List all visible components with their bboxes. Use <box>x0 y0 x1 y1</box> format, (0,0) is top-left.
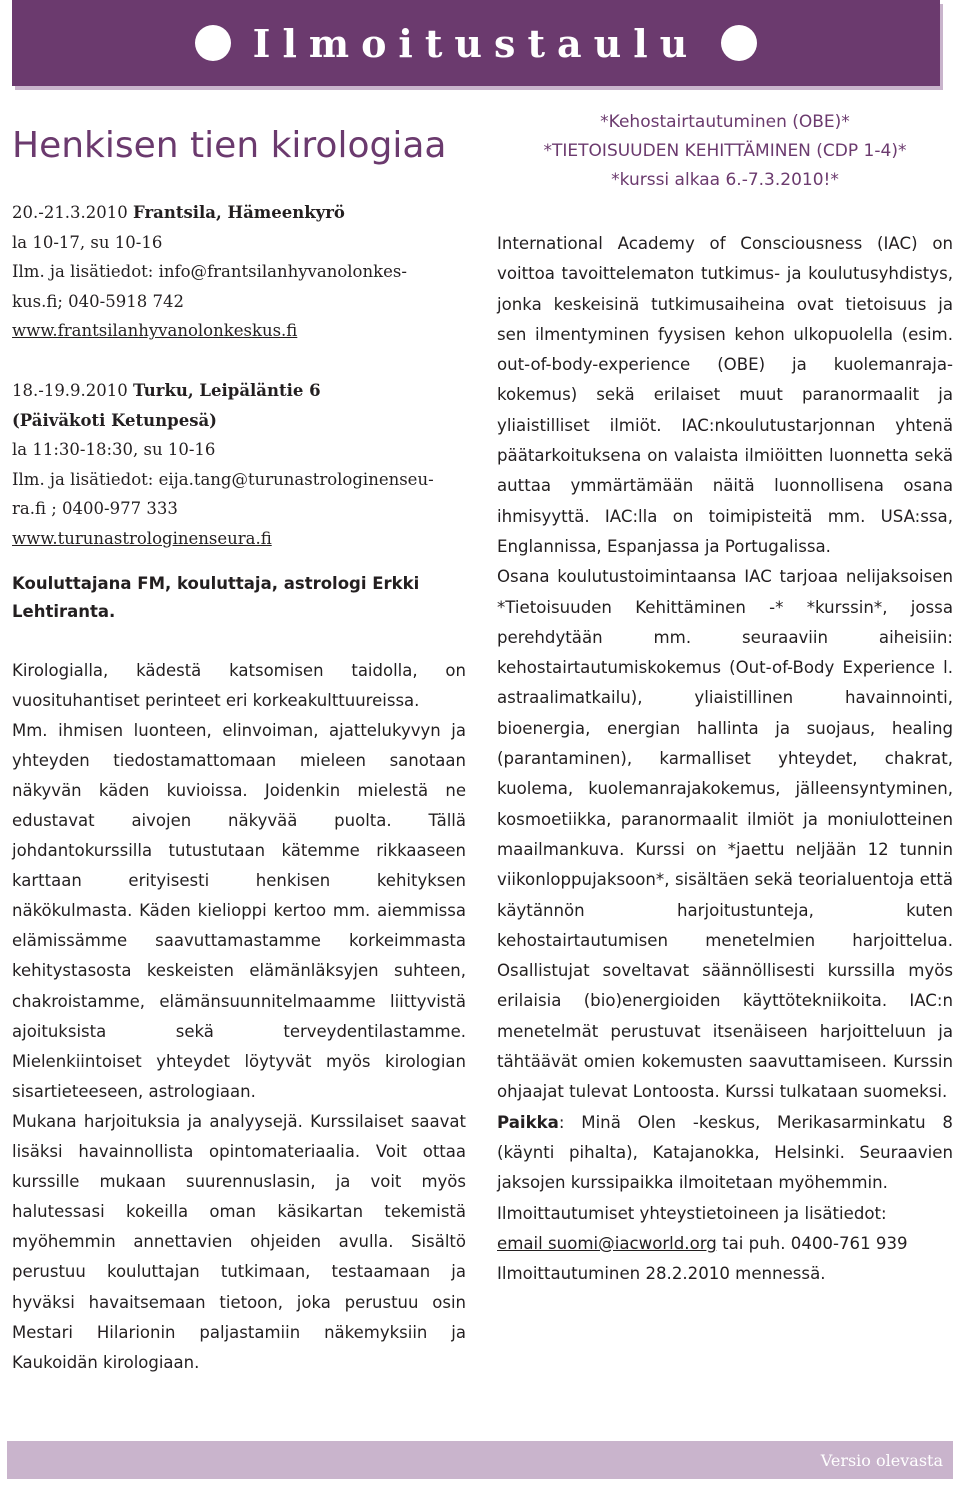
trainer-info: Kouluttajana FM, kouluttaja, astrologi Erkki Lehtiranta. <box>12 573 420 621</box>
place-label: Paikka <box>497 1112 559 1132</box>
course-heading <box>497 108 953 195</box>
place-paragraph <box>497 1108 953 1199</box>
event-2-place: Turku, Leipäläntie 6 <box>133 380 321 400</box>
event-1 <box>12 198 466 346</box>
bullet-dot-icon <box>721 25 757 61</box>
footer-bar <box>7 1441 953 1479</box>
article-title: Henkisen tien kirologiaa <box>12 125 447 166</box>
event-2-venue: (Päiväkoti Ketunpesä) <box>12 410 217 430</box>
registration-contact <box>497 1229 953 1259</box>
left-column <box>12 124 466 1378</box>
body-paragraph: Mukana harjoituksia ja analyysejä. Kurssilaiset saavat lisäksi havainnollista opintomateriaalia. Voit ottaa kurssille mukaan suurennuslasin, ja voit myös halutessasi kokeilla oman käsikartan tekemistä myöhemmin annettavien ohjeiden avulla. Sisältö perustuu kouluttajan tutkimaan, testaamaan ja hyväksi havaitsemaan tietoon, joka perustuu osin Mestari Hilarionin paljastamiin näkemyksiin ja Kaukoidän kirologiaan. <box>12 1111 466 1372</box>
event-2-website-link[interactable]: www.turunastrologinenseura.fi <box>12 528 272 548</box>
course-heading-line: *kurssi alkaa 6.-7.3.2010!* <box>611 170 839 190</box>
place-text: : Minä Olen -keskus, Merikasarminkatu 8 (käynti pihalta), Katajanokka, Helsinki. Seuraavien jaksojen kurssipaikka ilmoitetaan myöhemmin. <box>497 1112 953 1193</box>
event-1-times: la 10-17, su 10-16 <box>12 232 163 252</box>
bullet-dot-icon <box>195 25 231 61</box>
event-2-contact: Ilm. ja lisätiedot: eija.tang@turunastrologinenseu- <box>12 469 434 489</box>
course-heading-line: *TIETOISUUDEN KEHITTÄMINEN (CDP 1-4)* <box>543 141 907 161</box>
body-paragraph: Mm. ihmisen luonteen, elinvoiman, ajattelukyvyn ja yhteyden tiedostamattomaan mieleen sanotaan näkyvän käden kuvioissa. Joidenkin mielestä ne edustavat aivojen näkyvää puolta. Tällä johdantokurssilla tutustutaan kätemme rikkaaseen karttaan erityisesti henkisen kehityksen näkökulmasta. Käden kielioppi kertoo mm. aiemmissa elämissämme saavuttamastamme korkeimmasta kehitystasosta keskeisten elämänläksyjen suhteen, chakroistamme, elämänsuunnitelmaamme liittyvistä ajoituksista sekä terveydentilastamme. Mielenkiintoiset yhteydet löytyvät myös kirologian sisartieteeseen, astrologiaan. <box>12 720 466 1101</box>
header-bar <box>12 0 940 86</box>
registration-info: Ilmoittautumiset yhteystietoineen ja lisätiedot: <box>497 1203 887 1223</box>
event-2-contact-cont: ra.fi ; 0400-977 333 <box>12 499 178 519</box>
event-1-place: Frantsila, Hämeenkyrö <box>133 203 345 222</box>
event-1-contact: Ilm. ja lisätiedot: info@frantsilanhyvanolonkes- <box>12 262 407 282</box>
event-2-times: la 11:30-18:30, su 10-16 <box>12 440 216 460</box>
phone-text: tai puh. 0400-761 939 <box>716 1233 908 1253</box>
email-link[interactable]: email suomi@iacworld.org <box>497 1233 717 1253</box>
version-link[interactable]: Versio olevasta <box>820 1450 943 1470</box>
page-title: Ilmoitustaulu <box>252 20 700 66</box>
registration-deadline: Ilmoittautuminen 28.2.2010 mennessä. <box>497 1264 826 1284</box>
right-column <box>497 108 953 1289</box>
body-paragraph: Osana koulutustoimintaansa IAC tarjoaa nelijaksoisen *Tietoisuuden Kehittäminen -* *kurssin*, jossa perehdytään mm. seuraaviin aiheisiin: kehostairtautumiskokemus (Out-of-Body Experience l. astraalimatkailu), yliaistillinen havainnointi, bioenergia, energian hallinta ja suojaus, healing (parantaminen), karmalliset yhteydet, chakrat, kuolema, kuolemanrajakokemus, jälleensyntyminen, kosmoetiikka, paranormaalit ilmiöt ja moniulotteinen maailmankuva. Kurssi on *jaettu neljään 12 tunnin viikonloppujaksoon*, sisältäen sekä teorialuentoja että käytännön harjoitustunteja, kuten kehostairtautumisen menetelmien harjoittelua. Osallistujat soveltavat säännöllisesti kurssilla myös erilaisia (bio)energioiden käyttötekniikoita. IAC:n menetelmät perustuvat itsenäiseen harjoitteluun ja tähtäävät omien kokemusten saavuttamiseen. Kurssin ohjaajat tulevat Lontoosta. Kurssi tulkataan suomeksi. <box>497 567 953 1102</box>
event-1-website-link[interactable]: www.frantsilanhyvanolonkeskus.fi <box>12 321 298 341</box>
body-paragraph: International Academy of Consciousness (IAC) on voittoa tavoittelematon tutkimus- ja koulutusyhdistys, jonka keskeisinä tutkimusaiheina ovat tietoisuus ja sen ilmentyminen fyysisen kehon ulkopuolella (esim. out-of-body-experience (OBE) ja kuolemanraja-kokemus) sekä erilaiset muut paranormaalit ja yliaistilliset ilmiöt. IAC:nkoulutustarjonnan yhtenä päätarkoituksena on valaista ilmiöitten luonnetta sekä auttaa ymmärtämään näitä luonnollisena osana ihmisyyttä. IAC:lla on toimipisteitä mm. USA:ssa, Englannissa, Espanjassa ja Portugalissa. <box>497 234 953 556</box>
course-heading-line: *Kehostairtautuminen (OBE)* <box>600 112 850 132</box>
event-2 <box>12 376 466 554</box>
event-2-date: 18.-19.9.2010 <box>12 380 134 400</box>
intro-paragraph: Kirologialla, kädestä katsomisen taidolla, on vuosituhantiset perinteet eri korkeakulttuureissa. <box>12 660 466 710</box>
event-1-date: 20.-21.3.2010 <box>12 203 134 222</box>
event-1-contact-cont: kus.fi; 040-5918 742 <box>12 291 184 311</box>
